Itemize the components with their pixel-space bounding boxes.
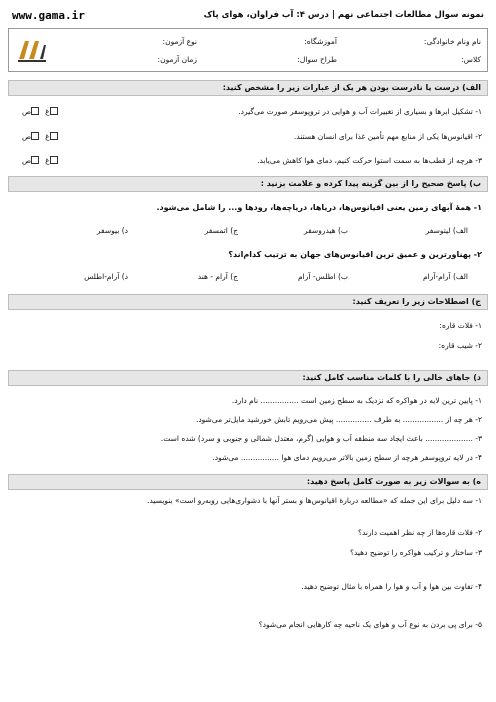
mc-question-2: ۲- پهناورترین و عمیق ترین اقیانوس‌های جهان به ترتیب کدام‌اند؟ [228,250,482,259]
tf-answer-1[interactable] [22,107,64,116]
exam-time-label: زمان آزمون: [157,55,197,64]
true-checkbox[interactable] [50,107,58,115]
section-heading [8,294,488,310]
mc-option[interactable]: د) بیوسفر [96,226,128,235]
section-definitions [8,294,488,364]
blank-item-2: ۲- هر چه از ................. به طرف ............... پیش می‌رویم تابش خورشید مایل‌تر می‌شود. [195,415,482,424]
true-label: ص [22,107,32,116]
section-heading [8,370,488,386]
blank-item-1: ۱- پایین ترین لایه در هواکره که نزدیک به سطح زمین است ................ نام دارد. [231,396,482,405]
document-title: نمونه سوال مطالعات اجتماعی نهم | درس ۴: آب فراوان، هوای پاک [203,10,484,20]
false-label: غ [45,107,50,116]
mc-option[interactable]: الف) لیتوسفر [425,226,468,235]
section-heading [8,474,488,490]
tf-question-1: ۱- تشکیل ابرها و بسیاری از تغییرات آب و هوایی در تروپوسفر صورت می‌گیرد. [238,107,482,116]
descriptive-question-5: ۵- برای پی بردن به نوع آب و هوای یک ناحیه چه کارهایی انجام می‌شود؟ [258,620,482,629]
gama-logo-icon [15,35,49,65]
mc-option[interactable]: ج) اتمسفر [204,226,238,235]
true-checkbox[interactable] [50,156,58,164]
false-checkbox[interactable] [31,132,39,140]
tf-answer-3[interactable] [22,156,64,165]
section-c-heading: ج) اصطلاحات زیر را تعریف کنید: [352,297,481,306]
class-label: کلاس: [461,55,481,64]
section-heading [8,80,488,96]
mc-option[interactable]: ج) آرام - هند [197,272,238,281]
mc-option[interactable]: د) آرام-اطلس [84,272,128,281]
mc-option[interactable]: الف) آرام-آرام [422,272,468,281]
designer-label: طراح سوال: [297,55,337,64]
section-e-heading: ه) به سوالات زیر به صورت کامل پاسخ دهید: [306,477,481,486]
site-url[interactable]: www.gama.ir [12,9,85,22]
blank-item-4: ۴- در لایه تروپوسفر هرچه از سطح زمین بالاتر می‌رویم دمای هوا ................ می‌شود. [212,453,482,462]
blank-item-3: ۳- .................... باعث ایجاد سه منطقه آب و هوایی (گرم، معتدل شمالی و جنوبی و سرد) شده است. [160,434,482,443]
descriptive-question-1: ۱- سه دلیل برای این جمله که «مطالعه دربارهٔ اقیانوس‌ها و بستر آنها با دشواری‌هایی روبه‌رو است» بنویسید. [147,496,482,505]
section-d-heading: د) جاهای خالی را با کلمات مناسب کامل کنید: [302,373,481,382]
mc-option[interactable]: ب) هیدروسفر [304,226,348,235]
false-checkbox[interactable] [31,156,39,164]
definition-item-2: ۲- شیب قاره: [438,341,482,350]
mc-option[interactable]: ب) اطلس- آرام [298,272,348,281]
exam-header [8,28,488,72]
definition-item-1: ۱- فلات قاره: [439,321,482,330]
descriptive-question-3: ۳- ساختار و ترکیب هواکره را توضیح دهید؟ [349,548,482,557]
descriptive-question-4: ۴- تفاوت بین هوا و آب و هوا را همراه با مثال توضیح دهید. [301,582,482,591]
section-a-heading: الف) درست یا نادرست بودن هر یک از عبارات زیر را مشخص کنید: [222,83,481,92]
exam-type-label: نوع آزمون: [162,37,197,46]
school-label: آموزشگاه: [304,37,337,46]
true-label: ص [22,132,32,141]
true-checkbox[interactable] [50,132,58,140]
section-b-heading: ب) پاسخ صحیح را از بین گزینه پیدا کرده و علامت بزنید : [260,179,481,188]
section-descriptive [8,474,488,694]
tf-question-3: ۳- هرچه از قطب‌ها به سمت استوا حرکت کنیم، دمای هوا کاهش می‌یابد. [257,156,482,165]
tf-answer-2[interactable] [22,132,64,141]
false-label: غ [45,156,50,165]
true-label: ص [22,156,32,165]
name-label: نام ونام خانوادگی: [423,37,481,46]
false-label: غ [45,132,50,141]
descriptive-question-2: ۲- فلات قاره‌ها از چه نظر اهمیت دارند؟ [357,528,482,537]
section-heading [8,176,488,192]
false-checkbox[interactable] [31,107,39,115]
section-fill-blanks [8,370,488,470]
section-true-false [8,80,488,170]
tf-question-2: ۲- اقیانوس‌ها یکی از منابع مهم تأمین غذا برای انسان هستند. [293,132,482,141]
top-bar [8,6,488,26]
mc-question-1: ۱- همهٔ آبهای زمین یعنی اقیانوس‌ها، دریاها، دریاچه‌ها، رودها و... را شامل می‌شود. [156,203,482,212]
section-multiple-choice [8,176,488,288]
